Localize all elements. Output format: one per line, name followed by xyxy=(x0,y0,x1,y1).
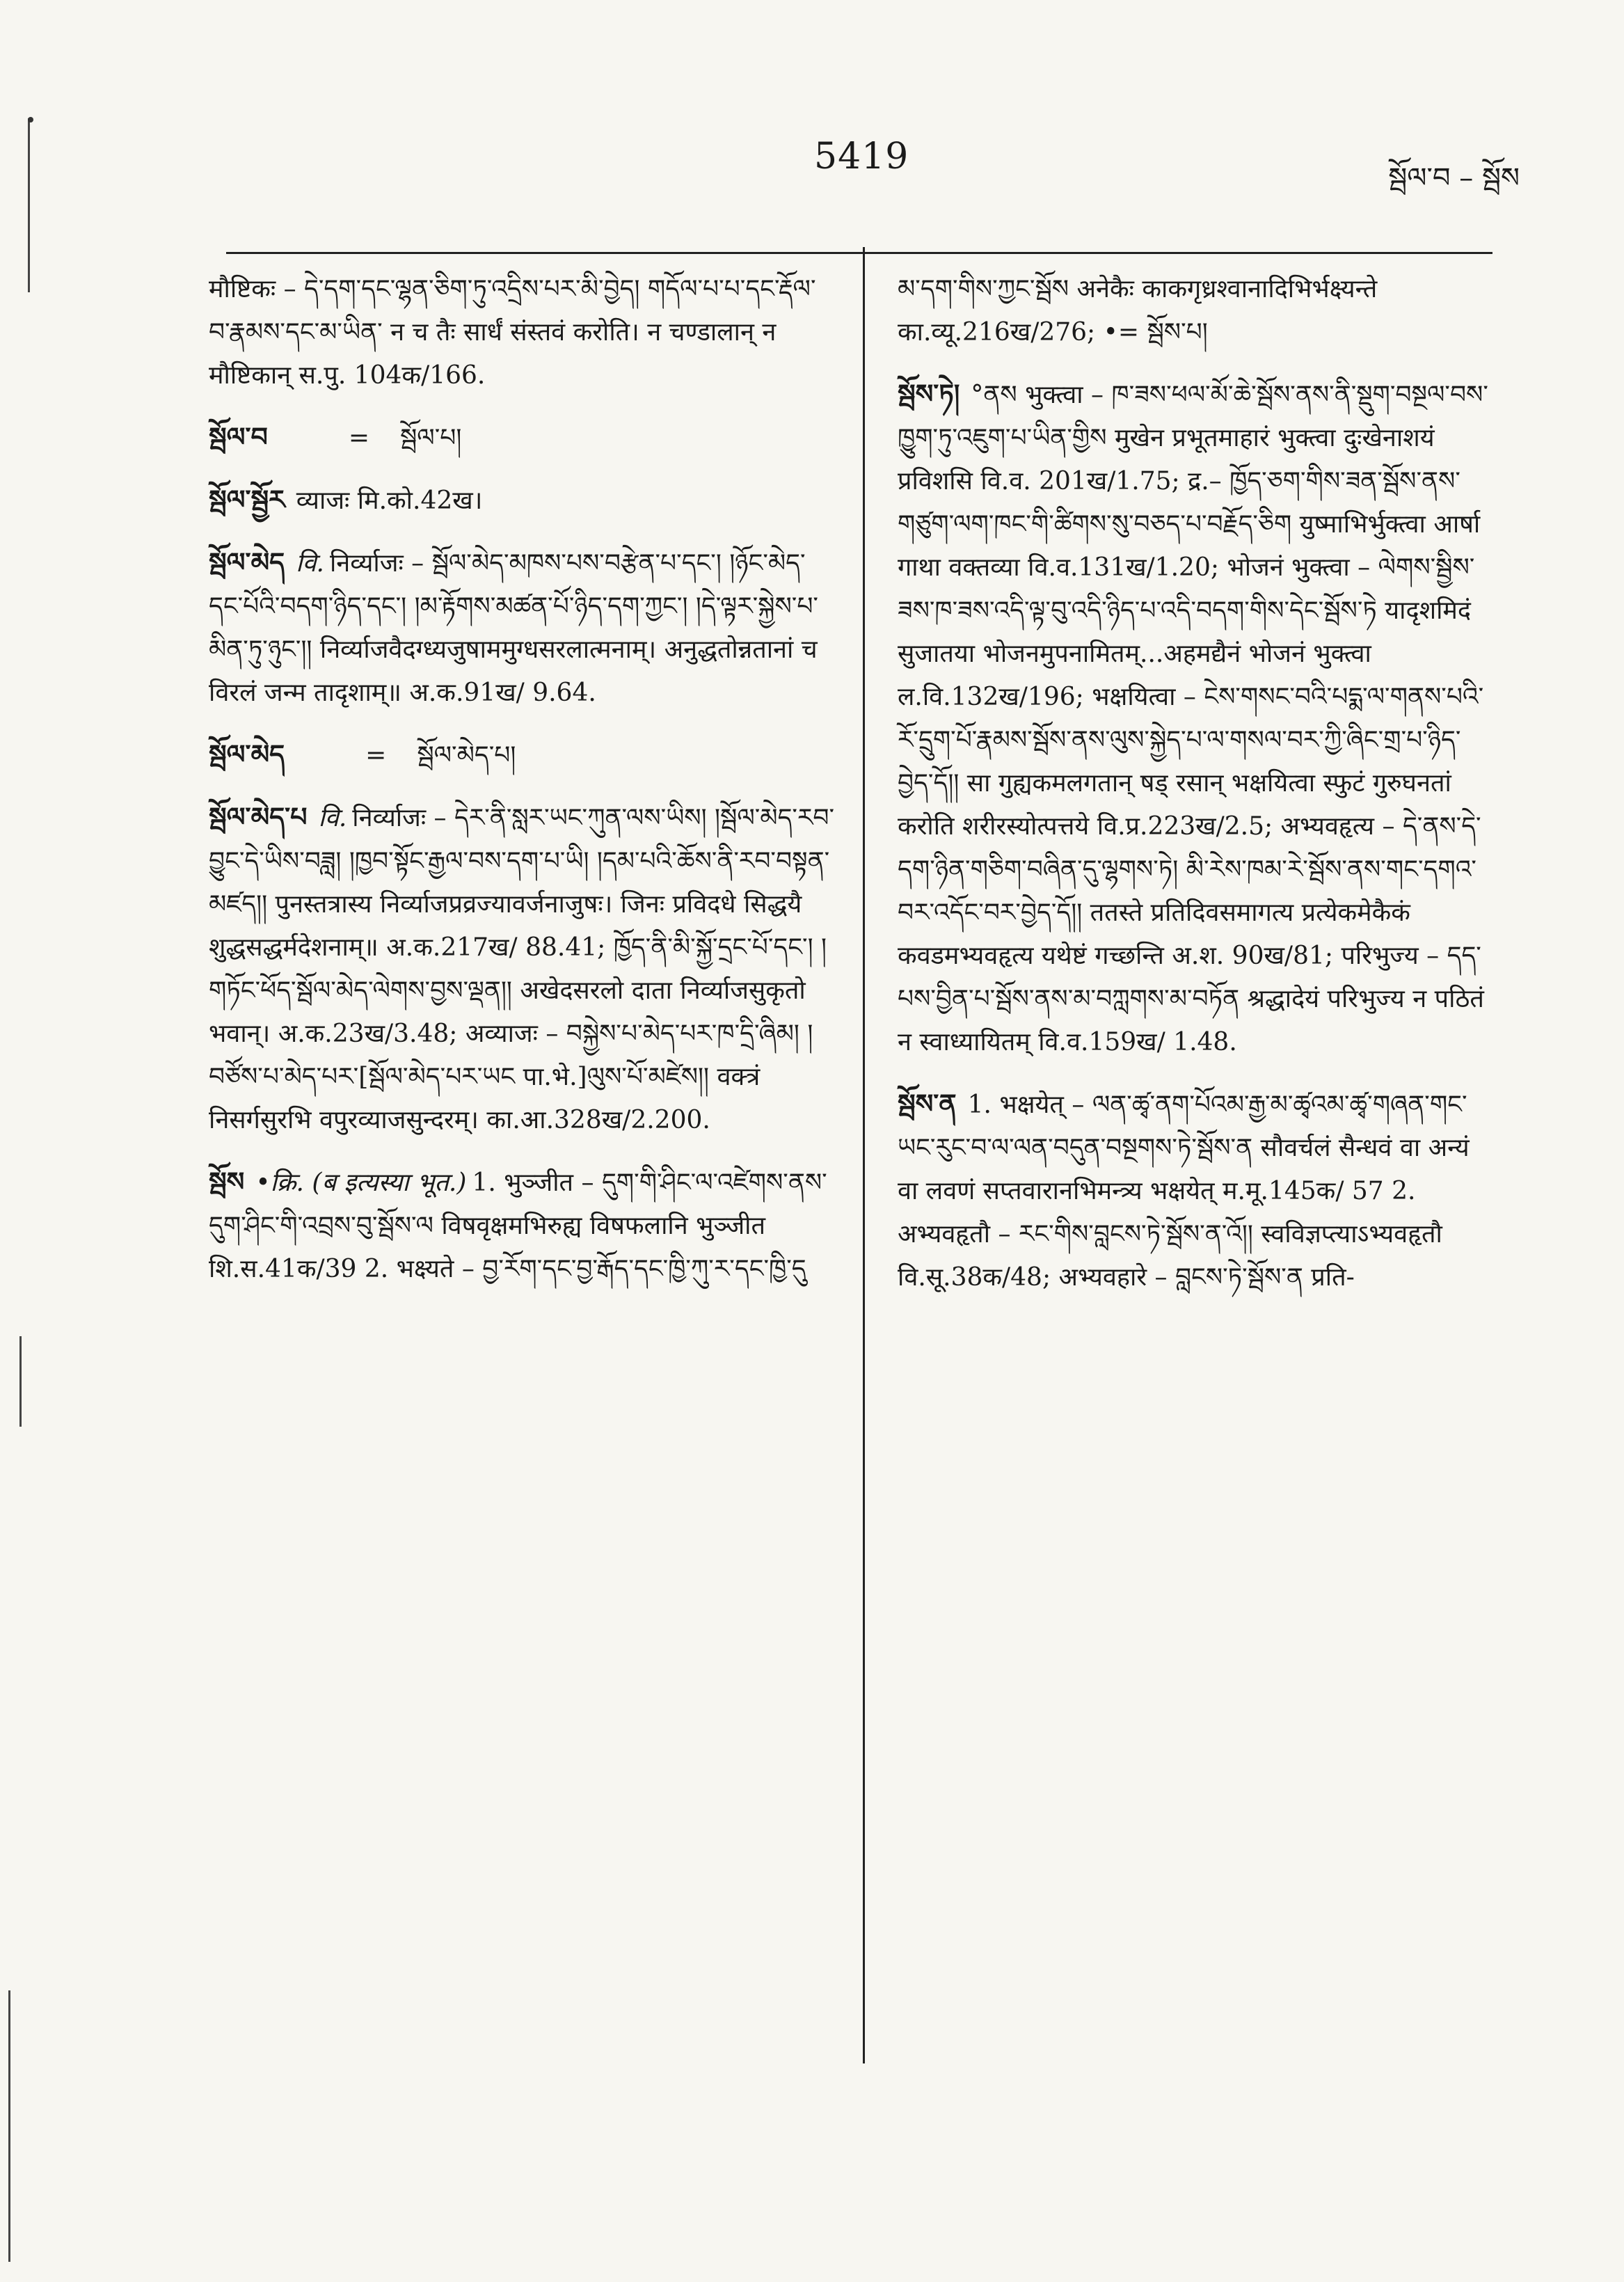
definition: 1. भुञ्जीत – དུག་གི་ཤིང་ལ་འཛེགས་ནས་དུག་ཤིང་གི་འབྲས་བུ་སྦོས་ལ विषवृक्षमभिरुह्य विषफलानि भुञ्जीत शि.स.41क/39 2. भक्ष्यते – བྱ་རོག་དང་བྱ་རྒོད་དང་ཁྱི་ཀུ་ར་དང་ཁྱི་དུ xyxy=(209,1168,827,1283)
equals-sign: = xyxy=(348,424,369,452)
right-column xyxy=(898,268,1496,1317)
dictionary-entry xyxy=(209,733,835,777)
dictionary-entry xyxy=(898,268,1496,354)
dictionary-entry xyxy=(209,478,835,523)
dictionary-entry xyxy=(209,415,835,460)
scan-edge-mark xyxy=(8,1990,10,2262)
equals-sign: = xyxy=(365,741,387,770)
scan-dot xyxy=(28,117,33,122)
lemma: སྦོས xyxy=(209,1166,245,1197)
grammar-tag: •क्रि. (ब इत्यस्या भूत.) xyxy=(255,1168,467,1197)
guide-words: སྦོལ་བ – སྦོས xyxy=(1388,162,1520,194)
lemma: སྦོལ་མེད xyxy=(209,738,285,770)
definition: व्याजः मि.को.42ख। xyxy=(296,486,483,515)
entry-text: मौष्टिकः – དེ་དག་དང་ལྷན་ཅིག་ཏུ་འདྲིས་པར་མི་བྱེད། གདོལ་པ་པ་དང་རྡོལ་བ་རྣམས་དང་མ་ཡིན་ न च तैः सार्धं संस्तवं करोति। न चण्डालान् न मौष्टिकान् स.पु. 104क/166. xyxy=(209,275,816,390)
lemma: སྦོལ་མེད xyxy=(209,546,285,578)
definition: निर्व्याजः – སྦོལ་མེད་མཁས་པས་བརྩེན་པ་དང་། །ཉོང་མེད་དང་པོའི་བདག་ཉིད་དང་། །མ་རྟོགས་མཚན་པོ་ཉིད་དག་ཀྱང་། །དེ་ལྟར་སྐྱེས་པ་མིན་ཏུ་ཉུང་།། निर्व्याजवैदग्ध्यजुषाममुग्धसरलात्मनाम्। अनुद्धतोन्नतानां च विरलं जन्म तादृशाम्॥ अ.क.91ख/ 9.64. xyxy=(209,549,818,707)
lemma: སྦོས་ཏེ། xyxy=(898,378,960,409)
column-divider xyxy=(863,247,865,2063)
definition: निर्व्याजः – དེར་ནི་སླར་ཡང་ཀུན་ལས་ཡིས། །སྦོལ་མེད་རབ་བྱུང་དེ་ཡིས་བཟླ། །ཁྱབ་སྟོང་རྒྱལ་བས་དག་པ་ཡི། །དམ་པའི་ཆོས་ནི་རབ་བསྟན་མཛད།། पुनस्तत्रास्य निर्व्याजप्रव्रज्यावर्जनाजुषः। जिनः प्रविदधे सिद्धयै शुद्धसद्धर्मदेशनाम्॥ अ.क.217ख/ 88.41; ཁྱོད་ནི་མི་སྐྱོ་དྲང་པོ་དང་། །གཏོང་ཕོད་སྦོལ་མེད་ལེགས་བྱས་ལྡན།། अखेदसरलो दाता निर्व्याजसुकृतो भवान्। अ.क.23ख/3.48; अव्याजः – བསྐྱེས་པ་མེད་པར་ཁ་དྲི་ཞིམ། །བཙོས་པ་མེད་པར་[སྦོལ་མེད་པར་ཡང पा.भे.]ལུས་པོ་མཛེས།། वक्त्रं निसर्गसुरभि वपुरव्याजसुन्दरम्। का.आ.328ख/2.200. xyxy=(209,804,835,1134)
definition: °ནས भुक्त्वा – ཁ་ཟས་ཕལ་མོ་ཆེ་སྦོས་ནས་ནི་སྡུག་བསྔལ་བས་ཁྱུག་ཏུ་འཇུག་པ་ཡིན་གྱིས मुखेन प्रभूतमाहारं भुक्त्वा दुःखेनाशयं प्रविशसि वि.व. 201ख/1.75; द्र.– ཁྱོད་ཅག་གིས་ཟན་སྦོས་ནས་གཙུག་ལག་ཁང་གི་ཚིགས་སུ་བཅད་པ་བརྗོད་ཅིག युष्माभिर्भुक्त्वा आर्षा गाथा वक्तव्या वि.व.131ख/1.20; भोजनं भुक्त्वा – ལེགས་སྦྱིས་ཟས་ཁ་ཟས་འདི་ལྟ་བུ་འདི་ཉིད་པ་འདི་བདག་གིས་དེང་སྦོས་ཏེ यादृशमिदं सुजातया भोजनमुपनामितम्...अहमद्यैनं भोजनं भुक्त्वा ल.वि.132ख/196; भक्षयित्वा – ངེས་གསང་བའི་པདྨ་ལ་གནས་པའི་རོ་དྲུག་པོ་རྣམས་སྦོས་ནས་ལུས་སྐྱེད་པ་ལ་གསལ་བར་ཀྱི་ཞིང་གྲ་པ་ཉིད་བྱེད་དོ།། सा गुह्यकमलगतान् षड् रसान् भक्षयित्वा स्फुटं गुरुघनतां करोति शरीरस्योत्पत्तये वि.प्र.223ख/2.5; अभ्यवहृत्य – དེ་ནས་དེ་དག་ཉིན་གཅིག་བཞིན་དུ་ལྷགས་ཏེ། མི་རེས་ཁམ་རེ་སྦོས་ནས་གང་དགའ་བར་འདོང་བར་བྱེད་དོ།། ततस्ते प्रतिदिवसमागत्य प्रत्येकमेकैकं कवडमभ्यवहृत्य यथेष्टं गच्छन्ति अ.श. 90ख/81; परिभुज्य – དད་པས་བྱིན་པ་སྦོས་ནས་མ་བཀླགས་མ་བཏོན श्रद्धादेयं परिभुज्य न पठितं न स्वाध्यायितम् वि.व.159ख/ 1.48. xyxy=(898,381,1488,1056)
entry-text: མ་དག་གིས་ཀྱང་སྦོས अनेकैः काकगृध्रश्वानादिभिर्भक्ष्यन्ते का.व्यू.216ख/276; •= སྦོས་པ། xyxy=(898,275,1378,347)
scan-edge-mark xyxy=(19,1336,22,1427)
dictionary-entry xyxy=(898,372,1496,1064)
lemma: སྦོལ་མེད་པ xyxy=(209,801,308,832)
lemma: སྦོལ་སྦྱོར xyxy=(209,484,285,515)
dictionary-entry xyxy=(209,1160,835,1291)
page-number: 5419 xyxy=(814,136,909,177)
header-rule xyxy=(226,252,1492,254)
dictionary-entry xyxy=(209,541,835,715)
scan-edge-mark xyxy=(28,118,30,292)
grammar-tag: वि. xyxy=(318,804,347,832)
lemma: སྦོས་ན xyxy=(898,1088,957,1119)
left-column xyxy=(209,268,835,1309)
grammar-tag: वि. xyxy=(296,549,324,578)
dictionary-entry xyxy=(209,795,835,1142)
dictionary-entry xyxy=(209,268,835,397)
dictionary-entry xyxy=(898,1082,1496,1299)
definition: 1. भक्षयेत् – ལན་ཚྭ་ནག་པོའམ་རྒྱ་མ་ཚྭའམ་ཚྭ་གཞན་གང་ཡང་རུང་བ་ལ་ལན་བདུན་བསྔགས་ཏེ་སྦོས་ན सौवर्चलं सैन्धवं वा अन्यं वा लवणं सप्तवारानभिमन्त्र्य भक्षयेत् म.मू.145क/ 57 2. अभ्यवहृतौ – རང་གིས་བླངས་ཏེ་སྦོས་ན་འོ།། स्वविज्ञप्त्याऽभ्यवहृतौ वि.सू.38क/48; अभ्यवहारे – བླངས་ཏེ་སྦོས་ན प्रति- xyxy=(898,1091,1470,1292)
cross-reference: སྦོལ་པ། xyxy=(400,424,462,452)
lemma: སྦོལ་བ xyxy=(209,421,268,452)
cross-reference: སྦོལ་མེད་པ། xyxy=(417,741,516,770)
